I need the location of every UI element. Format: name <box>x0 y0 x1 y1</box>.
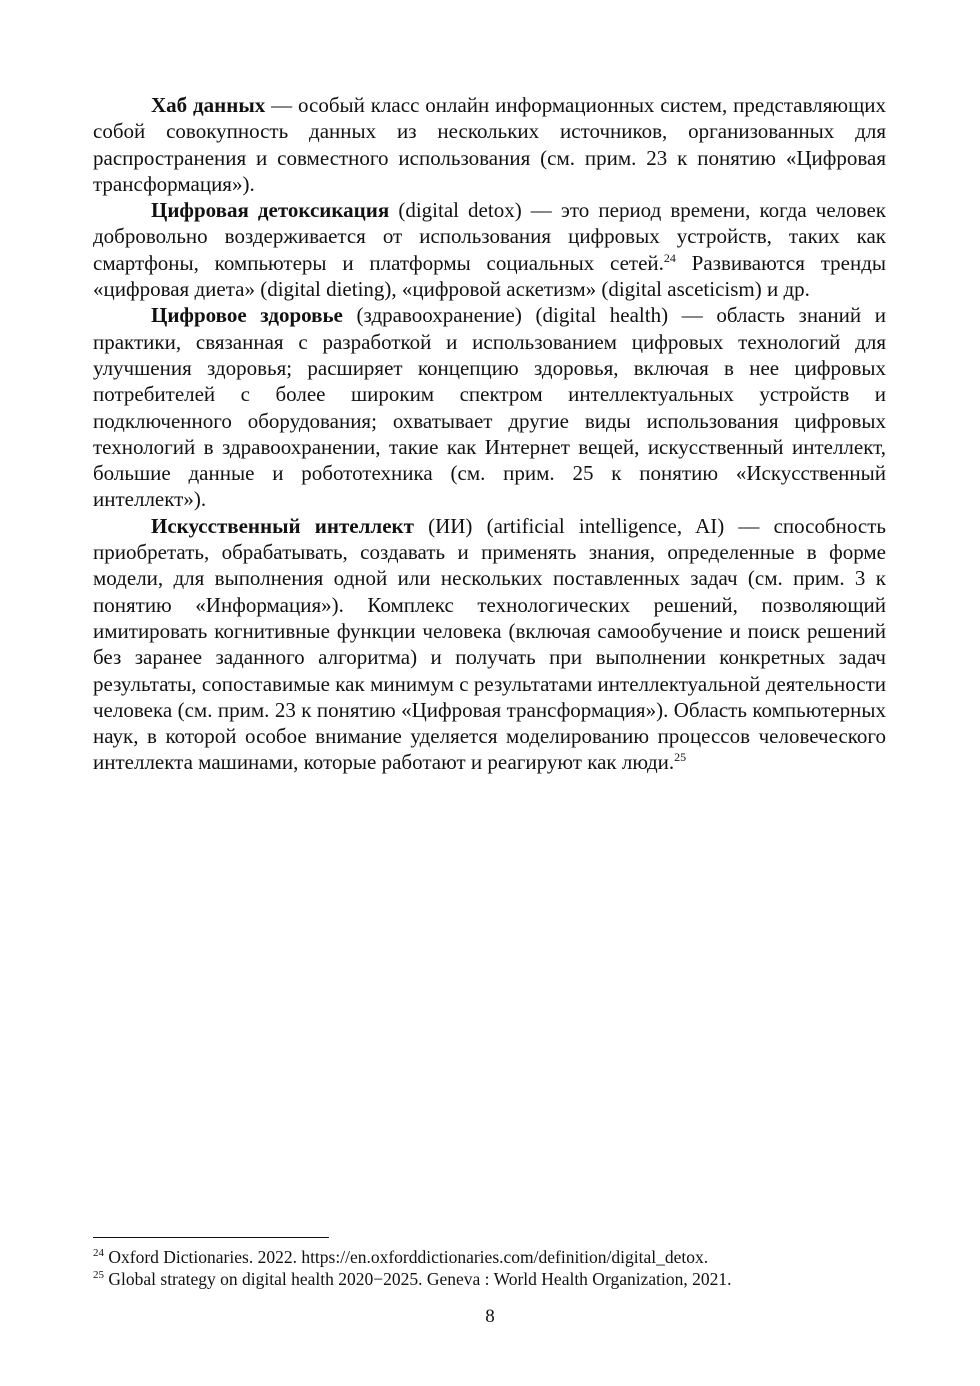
footnote-separator <box>93 1237 329 1238</box>
term-heading: Хаб данных <box>151 93 266 117</box>
paragraph-digital-detox <box>93 197 886 302</box>
term-heading: Искусственный интеллект <box>151 513 414 538</box>
term-heading: Цифровая детоксикация <box>151 198 390 223</box>
footnote-reference[interactable]: 25 <box>674 750 687 765</box>
term-heading: Цифровое здоровье <box>151 303 343 328</box>
definition-text-continued: Развиваются тренды «цифровая диета» (digital dieting), «цифровой аскетизм» (digital asceticism) и др. <box>93 250 886 302</box>
definition-text: (здравоохранение) (digital health) — область знаний и практики, связанная с разработкой и использованием цифровых технологий для улучшения здоровья; расширяет концепцию здоровья, включая в нее цифровых потребителей с более широким спектром интеллектуальных устройств и подключенного оборудования; охватывает другие виды использования цифровых технологий в здравоохранении, такие как Интернет вещей, искусственный интеллект, большие данные и робототехника (см. прим. 25 к понятию «Искусственный интеллект»). <box>93 303 886 512</box>
footnote-number: 25 <box>93 1269 104 1281</box>
footnotes <box>93 1246 886 1290</box>
paragraph-hub-data <box>93 92 886 197</box>
footnote-24 <box>93 1246 886 1268</box>
paragraph-digital-health <box>93 302 886 512</box>
definition-text: (ИИ) (artificial intelligence, AI) — способность приобретать, обрабатывать, создавать и применять знания, определенные в форме модели, для выполнения одной или нескольких поставленных задач (см. прим. 3 к понятию «Информация»). Комплекс технологических решений, позволяющий имитировать когнитивные функции человека (включая самообучение и поиск решений без заранее заданного алгоритма) и получать при выполнении конкретных задач результаты, сопоставимые как минимум с результатами интеллектуальной деятельности человека (см. прим. 23 к понятию «Цифровая трансформация»). Область компьютерных наук, в которой особое внимание уделяется моделированию процессов человеческого интеллекта машинами, которые работают и реагируют как люди. <box>93 513 886 775</box>
body-text <box>93 92 886 776</box>
footnote-reference[interactable]: 24 <box>663 250 676 265</box>
footnote-text: Oxford Dictionaries. 2022. https://en.oxforddictionaries.com/definition/digital_detox. <box>104 1247 709 1267</box>
definition-text: (digital detox) — это период времени, когда человек добровольно воздерживается от использования цифровых устройств, таких как смартфоны, компьютеры и платформы социальных сетей. <box>93 198 886 275</box>
footnote-text: Global strategy on digital health 2020−2025. Geneva : World Health Organization, 2021. <box>104 1269 732 1289</box>
paragraph-artificial-intelligence <box>93 513 886 776</box>
definition-text: — особый класс онлайн информационных систем, представляющих собой совокупность данных из нескольких источников, организованных для распространения и совместного использования (см. прим. 23 к понятию «Цифровая трансформация»). <box>93 93 886 196</box>
footnote-25 <box>93 1268 886 1290</box>
page-number: 8 <box>485 1306 495 1327</box>
footnote-number: 24 <box>93 1247 104 1259</box>
